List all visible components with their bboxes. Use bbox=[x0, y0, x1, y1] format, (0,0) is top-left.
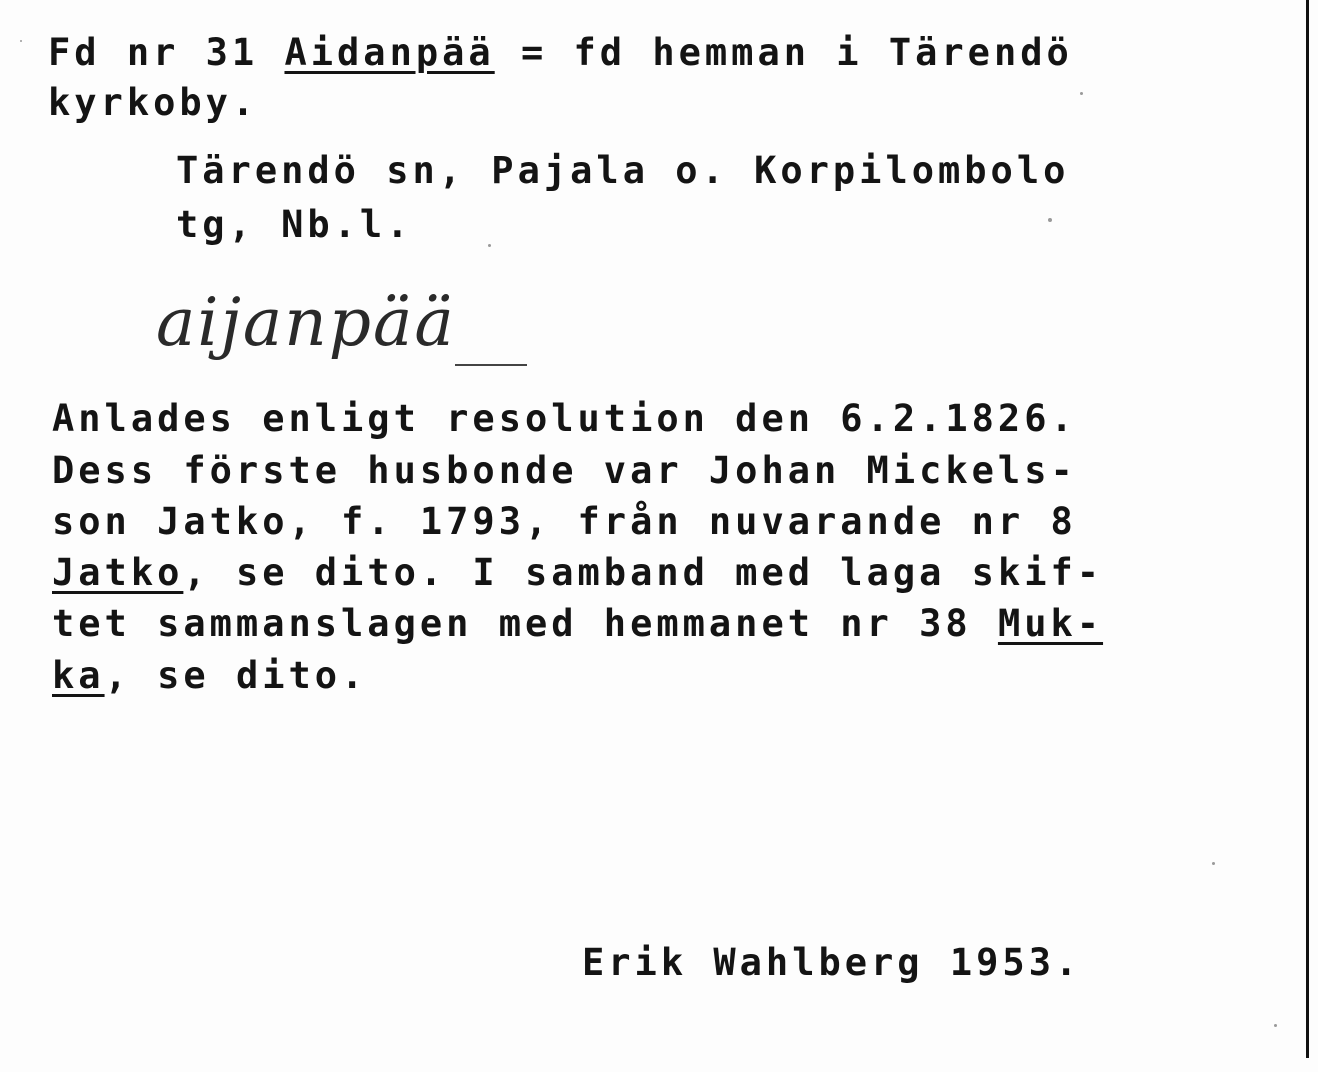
body-line-5 bbox=[52, 602, 1104, 645]
body-line-4 bbox=[52, 551, 1104, 594]
scan-speck bbox=[1274, 1024, 1277, 1027]
card-right-border bbox=[1306, 0, 1309, 1058]
scan-speck bbox=[488, 244, 491, 247]
handwritten-underline bbox=[455, 364, 527, 366]
body-line-2: Dess förste husbonde var Johan Mickels- bbox=[52, 449, 1077, 492]
location-line-2: tg, Nb.l. bbox=[176, 203, 413, 246]
ref-mukka-part-2: ka bbox=[52, 654, 105, 697]
signature: Erik Wahlberg 1953. bbox=[582, 941, 1082, 984]
scan-speck bbox=[1212, 862, 1215, 865]
body-line-6-rest: , se dito. bbox=[104, 654, 368, 697]
body-line-1: Anlades enligt resolution den 6.2.1826. bbox=[52, 397, 1077, 440]
ref-jatko: Jatko bbox=[52, 551, 184, 594]
scan-speck bbox=[1048, 218, 1052, 222]
body-line-4-rest: , se dito. I samband med laga skif- bbox=[183, 551, 1104, 594]
handwritten-note: aijanpää bbox=[156, 284, 456, 361]
scan-speck bbox=[1080, 92, 1083, 95]
heading-line-1 bbox=[48, 31, 1073, 74]
body-line-5-text: tet sammanslagen med hemmanet nr 38 bbox=[52, 602, 998, 645]
body-line-3: son Jatko, f. 1793, från nuvarande nr 8 bbox=[52, 500, 1077, 543]
scan-speck bbox=[20, 40, 22, 42]
heading-prefix: Fd nr 31 bbox=[48, 31, 285, 74]
ref-mukka-part-1: Muk- bbox=[997, 602, 1104, 645]
location-line-1: Tärendö sn, Pajala o. Korpilombolo bbox=[176, 149, 1070, 192]
heading-place-name: Aidanpää bbox=[284, 31, 495, 74]
body-line-6 bbox=[52, 654, 368, 697]
heading-line-2: kyrkoby. bbox=[48, 81, 259, 124]
heading-suffix: = fd hemman i Tärendö bbox=[494, 31, 1073, 74]
